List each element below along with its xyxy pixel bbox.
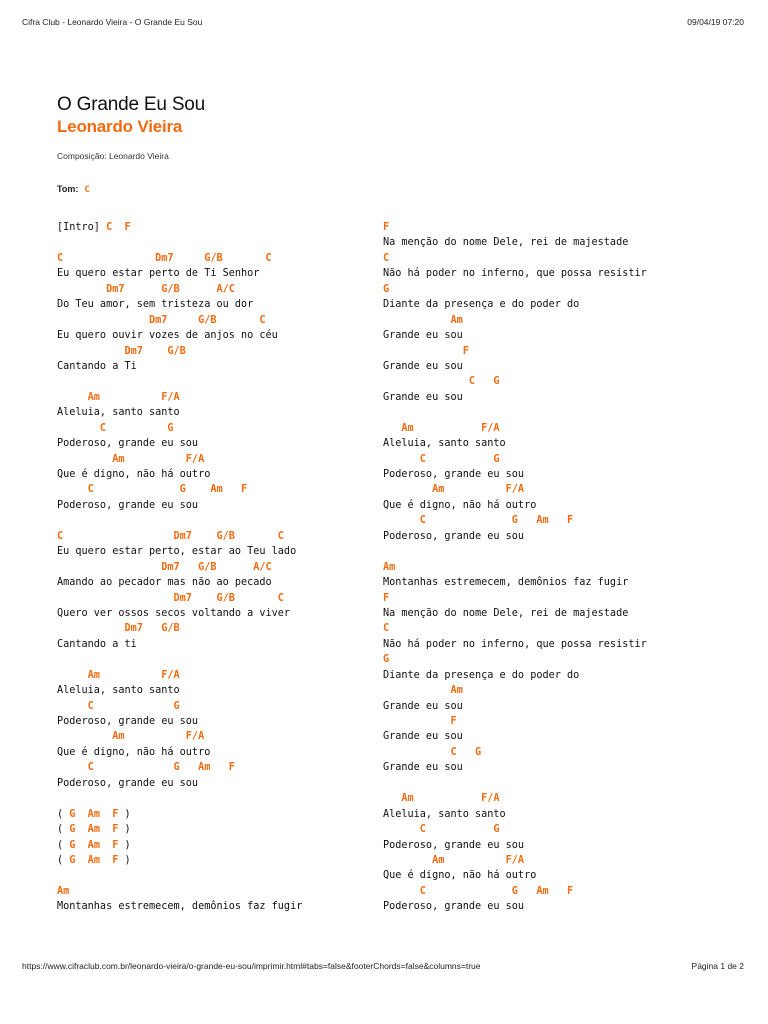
print-header-datetime: 09/04/19 07:20	[687, 17, 744, 27]
paren-close: )	[118, 824, 131, 836]
lyric-line: Não há poder no inferno, que possa resistir	[383, 638, 647, 650]
chord-line: Am F/A	[383, 793, 500, 805]
blank-line	[57, 235, 302, 250]
paren-open: (	[57, 808, 70, 820]
lyric-line: Que é digno, não há outro	[57, 746, 211, 758]
chord-line: C G	[383, 746, 482, 758]
chord-line: F	[383, 592, 390, 604]
blank-line	[57, 374, 302, 389]
lyric-line: Poderoso, grande eu sou	[383, 901, 525, 913]
chord-line: Dm7 G/B A/C	[57, 561, 272, 573]
lyric-line: Quero ver ossos secos voltando a viver	[57, 607, 291, 619]
lyric-line: Poderoso, grande eu sou	[383, 530, 525, 542]
blank-line	[383, 776, 647, 791]
lyric-line: Poderoso, grande eu sou	[383, 469, 525, 480]
lyric-line: Grande eu sou	[383, 700, 463, 712]
repeat-chord-line	[57, 838, 302, 853]
chord-line: Dm7 G/B	[57, 345, 186, 357]
lyric-line: Poderoso, grande eu sou	[383, 839, 525, 851]
lyric-line: Aleluia, santo santo	[383, 808, 506, 820]
blank-line	[383, 544, 647, 559]
lyric-line: Grande eu sou	[383, 391, 463, 403]
lyric-line: Poderoso, grande eu sou	[57, 438, 199, 450]
chord-line: Am F/A	[383, 854, 525, 866]
paren-open: (	[57, 854, 70, 866]
chord-line: C G	[383, 824, 500, 836]
lyric-line: Aleluia, santo santo	[57, 407, 180, 419]
chord-line: Dm7 G/B	[57, 623, 180, 635]
chord-line: C G	[57, 422, 174, 434]
chord-line: C G	[57, 700, 180, 712]
print-footer-url: https://www.cifraclub.com.br/leonardo-vieira/o-grande-eu-sou/imprimir.html#tabs=false&footerChords=false&columns=true	[22, 961, 481, 971]
repeat-chords[interactable]: G Am F	[69, 854, 119, 866]
lyric-line: Poderoso, grande eu sou	[57, 499, 199, 511]
repeat-chord-line	[57, 807, 302, 822]
paren-open: (	[57, 839, 70, 851]
lyric-line: Do Teu amor, sem tristeza ou dor	[57, 299, 254, 311]
lyric-line: Na menção do nome Dele, rei de majestade	[383, 237, 629, 249]
intro-line	[57, 220, 302, 235]
lyric-line: Grande eu sou	[383, 762, 463, 774]
chord-line: Dm7 G/B C	[57, 592, 284, 604]
lyric-line: Montanhas estremecem, demônios faz fugir	[57, 901, 303, 913]
print-header	[22, 17, 744, 31]
chord-line: C Dm7 G/B C	[57, 530, 284, 542]
chord-line: Am	[383, 561, 396, 573]
chord-line: C Dm7 G/B C	[57, 252, 272, 264]
paren-close: )	[118, 808, 131, 820]
lyric-line: Que é digno, não há outro	[57, 469, 211, 480]
lyric-line: Poderoso, grande eu sou	[57, 777, 199, 789]
chord-line: Am	[57, 885, 70, 897]
chord-line: Am	[383, 685, 463, 697]
lyric-line: Eu quero estar perto, estar ao Teu lado	[57, 546, 297, 558]
lyric-line: Amando ao pecador mas não ao pecado	[57, 577, 272, 589]
lyric-line: Que é digno, não há outro	[383, 870, 537, 882]
chord-line: Am F/A	[57, 391, 180, 403]
chord-line: C G	[383, 376, 500, 388]
chord-sheet-column-left	[57, 220, 302, 915]
repeat-chords[interactable]: G Am F	[69, 839, 119, 851]
tom-value[interactable]: C	[84, 185, 90, 195]
chord-line: Dm7 G/B C	[57, 314, 266, 326]
repeat-chords[interactable]: G Am F	[69, 824, 119, 836]
lyric-line: Grande eu sou	[383, 330, 463, 342]
intro-label: [Intro]	[57, 222, 107, 233]
chord-line: C G	[383, 453, 500, 465]
blank-line	[57, 513, 302, 528]
lyric-line: Poderoso, grande eu sou	[57, 716, 199, 727]
chord-line: Am F/A	[57, 731, 205, 743]
chord-line: C G Am F	[383, 885, 574, 897]
chord-line: C G Am F	[383, 515, 574, 527]
blank-line	[383, 405, 647, 420]
intro-chords[interactable]: C F	[106, 222, 131, 233]
page-number: Página 1 de 2	[691, 961, 744, 971]
paren-close: )	[118, 839, 131, 851]
lyric-line: Grande eu sou	[383, 731, 463, 743]
composer-credit: Composição: Leonardo Vieira	[57, 151, 169, 161]
chord-line: G	[383, 654, 390, 666]
chord-line: F	[383, 222, 390, 233]
song-key	[57, 184, 90, 195]
blank-line	[57, 868, 302, 883]
chord-line: C G Am F	[57, 762, 235, 774]
chord-line: Am	[383, 314, 463, 326]
repeat-chords[interactable]: G Am F	[69, 808, 119, 820]
blank-line	[57, 791, 302, 806]
chord-line: F	[383, 345, 469, 357]
lyric-line: Montanhas estremecem, demônios faz fugir	[383, 577, 629, 589]
lyric-line: Diante da presença e do poder do	[383, 669, 580, 681]
chord-line: G	[383, 283, 390, 295]
chord-line: Am F/A	[383, 422, 500, 434]
chord-line: C G Am F	[57, 484, 248, 496]
lyric-line: Cantando a Ti	[57, 360, 137, 372]
lyric-line: Aleluia, santo santo	[383, 438, 506, 450]
chord-line: F	[383, 716, 457, 727]
paren-open: (	[57, 824, 70, 836]
lyric-line: Eu quero estar perto de Ti Senhor	[57, 268, 260, 280]
repeat-chord-line	[57, 853, 302, 868]
chord-line: C	[383, 623, 390, 635]
lyric-line: Diante da presença e do poder do	[383, 299, 580, 311]
tom-label: Tom:	[57, 184, 79, 194]
print-footer	[22, 961, 744, 975]
paren-close: )	[118, 854, 131, 866]
chord-line: Am F/A	[383, 484, 525, 496]
song-title: O Grande Eu Sou	[57, 94, 206, 115]
artist-name[interactable]: Leonardo Vieira	[57, 117, 183, 136]
repeat-chord-line	[57, 822, 302, 837]
chord-line: Am F/A	[57, 669, 180, 681]
lyric-line: Grande eu sou	[383, 360, 463, 372]
chord-line: Am F/A	[57, 453, 205, 465]
blank-line	[57, 652, 302, 667]
chord-line: C	[383, 252, 390, 264]
lyric-line: Eu quero ouvir vozes de anjos no céu	[57, 330, 278, 342]
print-header-title: Cifra Club - Leonardo Vieira - O Grande Eu Sou	[22, 17, 203, 27]
lyric-line: Na menção do nome Dele, rei de majestade	[383, 607, 629, 619]
lyric-line: Aleluia, santo santo	[57, 685, 180, 697]
chord-sheet-column-right	[383, 220, 647, 915]
lyric-line: Não há poder no inferno, que possa resistir	[383, 268, 647, 280]
lyric-line: Cantando a ti	[57, 638, 137, 650]
lyric-line: Que é digno, não há outro	[383, 499, 537, 511]
chord-line: Dm7 G/B A/C	[57, 283, 235, 295]
